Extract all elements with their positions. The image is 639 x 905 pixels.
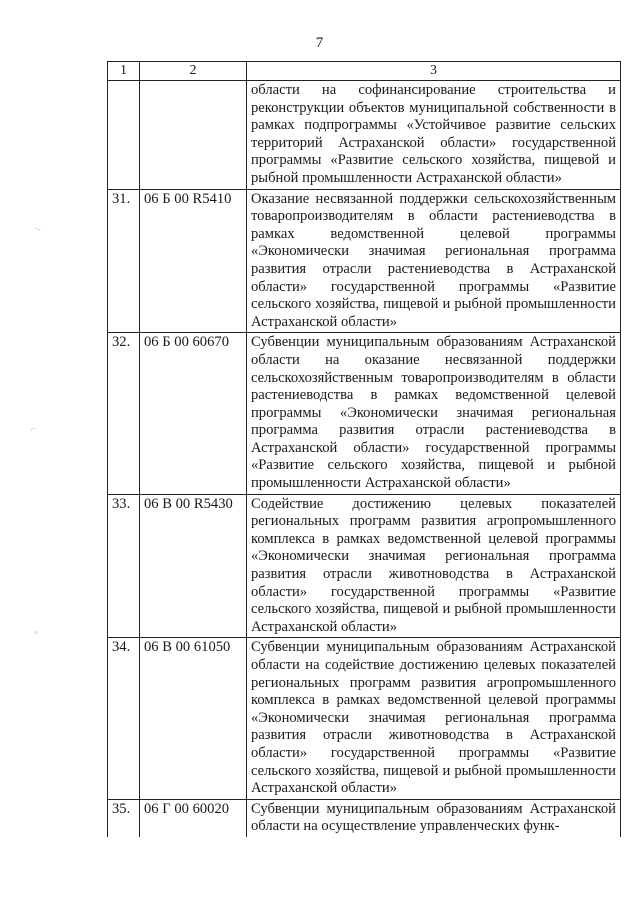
table-header-row: [108, 62, 621, 81]
row-description: Оказание несвязанной поддержки сельскохозяйственным товаропроизводителям в области растениеводства в рамках ведомственной целевой программы «Экономически значимая региональная программа развития отрасли растениеводства в Астраханской области» государственной программы «Развитие сельского хозяйства, пищевой и рыбной промышленности Астраханской области»: [247, 189, 621, 333]
scan-speck: ⌐: [31, 424, 37, 435]
budget-code: 06 В 00 R5430: [140, 494, 247, 638]
budget-code: 06 Г 00 60020: [140, 799, 247, 837]
scan-speck: ᐤ: [34, 630, 38, 641]
row-number: [108, 81, 140, 190]
row-number: 34.: [108, 638, 140, 799]
page-number: 7: [315, 35, 324, 51]
row-number: 35.: [108, 799, 140, 837]
budget-code: 06 Б 00 60670: [140, 333, 247, 494]
table-row: [108, 494, 621, 638]
table-row: [108, 81, 621, 190]
row-number: 32.: [108, 333, 140, 494]
budget-classification-table: [107, 61, 621, 837]
column-header-2: 2: [140, 62, 247, 81]
table-row: [108, 333, 621, 494]
row-description: Субвенции муниципальным образованиям Астраханской области на осуществление управленческих функ-: [247, 799, 621, 837]
table-row: [108, 189, 621, 333]
row-description: Субвенции муниципальным образованиям Астраханской области на содействие достижению целевых показателей региональных программ развития агропромышленного комплекса в рамках ведомственной целевой программы «Экономически значимая региональная программа развития отрасли животноводства в Астраханской области» государственной программы «Развитие сельского хозяйства, пищевой и рыбной промышленности Астраханской области»: [247, 638, 621, 799]
budget-code: 06 В 00 61050: [140, 638, 247, 799]
row-description: Содействие достижению целевых показателей региональных программ развития агропромышленного комплекса в рамках ведомственной целевой программы «Экономически значимая региональная программа развития отрасли животноводства в Астраханской области» государственной программы «Развитие сельского хозяйства, пищевой и рыбной промышленности Астраханской области»: [247, 494, 621, 638]
row-number: 33.: [108, 494, 140, 638]
scan-speck: ·-: [34, 224, 41, 235]
column-header-1: 1: [108, 62, 140, 81]
budget-code: 06 Б 00 R5410: [140, 189, 247, 333]
row-description: области на софинансирование строительства и реконструкции объектов муниципальной собственности в рамках подпрограммы «Устойчивое развитие сельских территорий Астраханской области» государственной программы «Развитие сельского хозяйства, пищевой и рыбной промышленности Астраханской области»: [247, 81, 621, 190]
table-row: [108, 638, 621, 799]
row-description: Субвенции муниципальным образованиям Астраханской области на оказание несвязанной поддержки сельскохозяйственным товаропроизводителям в области растениеводства в рамках ведомственной целевой программы «Экономически значимая региональная программа развития отрасли растениеводства в Астраханской области» государственной программы «Развитие сельского хозяйства, пищевой и рыбной промышленности Астраханской области»: [247, 333, 621, 494]
row-number: 31.: [108, 189, 140, 333]
column-header-3: 3: [247, 62, 621, 81]
table-row: [108, 799, 621, 837]
budget-code: [140, 81, 247, 190]
